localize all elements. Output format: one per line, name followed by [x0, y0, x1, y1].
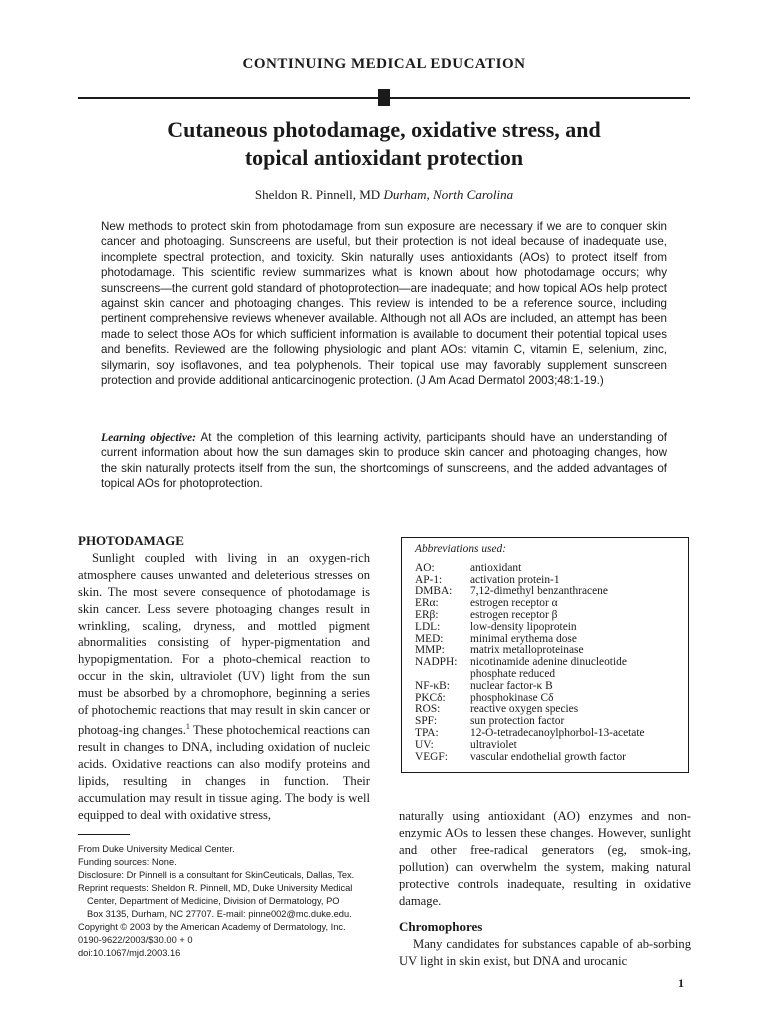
- learning-objective-label: Learning objective:: [101, 431, 196, 444]
- abbreviations-list: [415, 563, 675, 764]
- right-column: [399, 808, 691, 970]
- abbreviation-term: ERα:: [415, 597, 439, 610]
- body-paragraph-1: [78, 550, 370, 824]
- abbreviation-definition: estrogen receptor β: [470, 608, 558, 621]
- abbreviation-definition: ultraviolet: [470, 738, 517, 751]
- section-heading: PHOTODAMAGE: [78, 533, 184, 548]
- abbreviation-term: TPA:: [415, 726, 439, 739]
- reference-superscript: 1: [185, 721, 190, 731]
- footnote-disclosure: Disclosure: Dr Pinnell is a consultant for SkinCeuticals, Dallas, Tex.: [78, 870, 355, 880]
- footnote-issn: 0190-9622/2003/$30.00 + 0: [78, 935, 193, 945]
- author-line: [0, 187, 768, 203]
- abbreviation-term: AO:: [415, 561, 435, 574]
- abstract-text: New methods to protect skin from photodamage from sun exposure are necessary if we are to conquer skin cancer and photoaging. Sunscreens are useful, but their protection is not ideal because of inadequate use, incomplete spectral protection, and toxicity. Skin naturally uses antioxidants (AOs) to protect itself from photodamage. This scientific review summarizes what is known about how photodamage occurs; why sunscreens—the current gold standard of photoprotection—are inadequate; and how topical AOs help protect against skin cancer and photoaging changes. This review is intended to be a reference source, including pertinent comprehensive reviews whenever available. Although not all AOs are included, an attempt has been made to select those AOs for which sufficient information is available to document their potential topical uses and benefits. Reviewed are the following physiologic and plant AOs: vitamin C, vitamin E, selenium, zinc, silymarin, soy isoflavones, and tea polyphenols. Their topical use may favorably supplement sunscreen protection and provide additional anticarcinogenic protection. (J Am Acad Dermatol 2003;48:1-19.): [101, 220, 667, 388]
- abbreviation-definition: estrogen receptor α: [470, 597, 558, 610]
- abbreviation-term: UV:: [415, 738, 434, 751]
- abbreviation-term: ERβ:: [415, 608, 439, 621]
- article-title-line2: topical antioxidant protection: [244, 145, 524, 170]
- footnote-affiliation: From Duke University Medical Center.: [78, 844, 235, 854]
- abbreviation-term: NF-κB:: [415, 679, 450, 692]
- abbreviation-definition: vascular endothelial growth factor: [470, 750, 626, 763]
- body-paragraph-1b: These photochemical reactions can result in changes to DNA, including oxidation of nucleic acids. Oxidative reactions can also modify proteins and lipids, resulting in changes in function. Their accumulation may result in tissue aging. The body is well equipped to deal with oxidative stress,: [78, 723, 370, 822]
- abbreviation-term: MMP:: [415, 644, 445, 657]
- article-title-line1: Cutaneous photodamage, oxidative stress, and: [167, 117, 601, 142]
- series-header-initial: C: [242, 56, 254, 72]
- footnote-reprint-1: Reprint requests: Sheldon R. Pinnell, MD, Duke University Medical: [78, 883, 353, 893]
- abbreviation-definition: activation protein-1: [470, 573, 560, 586]
- subsection-heading: Chromophores: [399, 919, 483, 935]
- page-number: 1: [678, 976, 684, 990]
- abbreviation-term: LDL:: [415, 620, 441, 633]
- footnote-reprint-2: Center, Department of Medicine, Division of Dermatology, PO: [87, 896, 340, 906]
- abbreviation-definition: 7,12-dimethyl benzanthracene: [470, 585, 608, 598]
- abbreviations-box: [401, 537, 689, 773]
- abbreviation-row: [415, 681, 675, 693]
- footnote-doi: doi:10.1067/mjd.2003.16: [78, 948, 181, 958]
- learning-objective-text: At the completion of this learning activity, participants should have an understanding of current information about how the sun damages skin to produce skin cancer and photoaging changes, how the skin naturally protects itself from the sun, the shortcomings of sunscreens, and the added advantages of topical AOs for photoprotection.: [101, 431, 667, 491]
- abbreviation-row: [415, 740, 675, 752]
- abbreviation-term: NADPH:: [415, 656, 458, 669]
- body-paragraph-2: naturally using antioxidant (AO) enzymes and non-enzymic AOs to lessen these changes. However, sunlight and other free-radical generators (eg, smok-ing, pollution) can overwhelm the system, making natural protective controls inadequate, resulting in oxidative damage.: [399, 809, 691, 908]
- abbreviation-definition: low-density lipoprotein: [470, 620, 577, 633]
- footnote-funding: Funding sources: None.: [78, 857, 177, 867]
- abbreviations-title: Abbreviations used:: [415, 543, 507, 555]
- abbreviation-definition: nuclear factor-κ B: [470, 679, 553, 692]
- abbreviation-row: [415, 728, 675, 740]
- abbreviation-definition: nicotinamide adenine dinucleotide phosphate reduced: [470, 656, 627, 680]
- author-location: Durham, North Carolina: [383, 187, 514, 202]
- footnotes: [78, 843, 378, 960]
- abbreviation-row: [415, 610, 675, 622]
- footnote-reprint-3: Box 3135, Durham, NC 27707. E-mail: pinne002@mc.duke.edu.: [87, 909, 352, 919]
- abbreviation-definition: sun protection factor: [470, 715, 565, 728]
- abbreviation-row: [415, 657, 675, 681]
- abbreviation-term: PKCδ:: [415, 691, 446, 704]
- abbreviation-term: VEGF:: [415, 750, 448, 763]
- left-column: [78, 533, 370, 824]
- abbreviation-definition: reactive oxygen species: [470, 703, 579, 716]
- abbreviation-row: [415, 622, 675, 634]
- abbreviation-row: [415, 563, 675, 575]
- footnote-copyright: Copyright © 2003 by the American Academy of Dermatology, Inc.: [78, 922, 346, 932]
- body-paragraph-1a: Sunlight coupled with living in an oxygen-rich atmosphere causes unwanted and deleterious stresses on skin. The most severe consequence of photodamage is skin cancer. Less severe photoaging changes result in wrinkling, scaling, dryness, and mottled pigment abnormalities consisting of hyper-pigmentation and hypopigmentation. For a photo-chemical reaction to occur in the skin, ultraviolet (UV) light from the sun must be absorbed by a chromophore, beginning a series of photochemic reactions that may result in skin cancer or photoag-ing changes.: [78, 550, 371, 738]
- abbreviation-definition: antioxidant: [470, 561, 522, 574]
- abbreviation-term: MED:: [415, 632, 444, 645]
- article-title: [78, 116, 690, 172]
- header-rule-marker: [378, 89, 390, 106]
- learning-objective: [101, 430, 667, 492]
- abbreviation-term: DMBA:: [415, 585, 453, 598]
- abbreviation-definition: matrix metalloproteinase: [470, 644, 584, 657]
- series-header-rest: ONTINUING MEDICAL EDUCATION: [253, 56, 526, 72]
- abbreviation-row: [415, 752, 675, 764]
- series-header: [0, 56, 768, 73]
- abbreviation-term: AP-1:: [415, 573, 443, 586]
- abbreviation-definition: minimal erythema dose: [470, 632, 577, 645]
- abbreviation-definition: 12-O-tetradecanoylphorbol-13-acetate: [470, 726, 645, 739]
- footnote-rule: [78, 834, 130, 835]
- abbreviation-term: ROS:: [415, 703, 441, 716]
- abbreviation-definition: phosphokinase Cδ: [470, 691, 554, 704]
- body-paragraph-3: Many candidates for substances capable of ab-sorbing UV light in skin exist, but DNA and urocanic: [399, 937, 691, 969]
- abbreviation-term: SPF:: [415, 715, 438, 728]
- author-name: Sheldon R. Pinnell, MD: [254, 187, 381, 202]
- abstract: [101, 219, 667, 388]
